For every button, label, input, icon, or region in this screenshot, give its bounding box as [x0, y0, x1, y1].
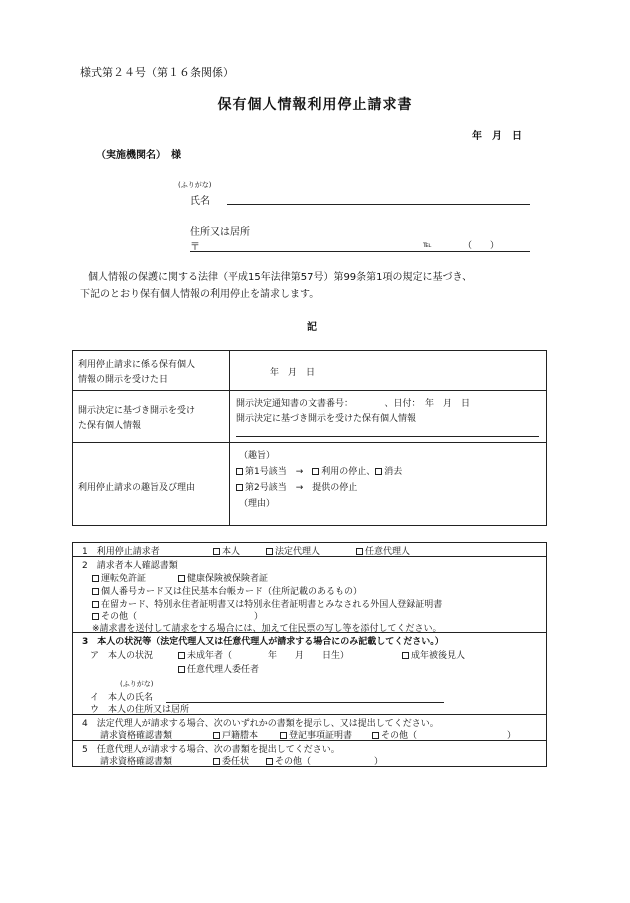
option-mynumber-card[interactable]: 個人番号カード又は住民基本台帳カード（住所記載のあるもの） — [92, 584, 362, 597]
id-documents-label: 2 請求者本人確認書類 — [82, 561, 178, 571]
disclosure-date-label-2: 情報の開示を受けた日 — [78, 375, 169, 385]
checkbox[interactable] — [92, 588, 99, 595]
checkbox[interactable] — [372, 732, 379, 739]
checkbox[interactable] — [213, 758, 220, 765]
name-underline — [227, 204, 530, 205]
option-article2[interactable]: 第2号該当 → 提供の停止 — [236, 480, 357, 493]
tel-label: ℡ — [423, 240, 432, 249]
checkbox[interactable] — [236, 468, 243, 475]
option-article1[interactable]: 第1号該当 → 利用の停止、 消去 — [236, 464, 402, 477]
checkbox[interactable] — [213, 732, 220, 739]
principal-name-label: イ 本人の氏名 — [90, 693, 154, 703]
option-legal-agent[interactable]: 法定代理人 — [266, 544, 320, 557]
disclosed-info-underline — [236, 436, 539, 437]
notice-document-number: 開示決定通知書の文書番号： 、日付： 年 月 日 — [236, 399, 471, 409]
checkbox[interactable] — [92, 601, 99, 608]
checkbox[interactable] — [266, 548, 273, 555]
option-minor[interactable]: 未成年者（ 年 月 日生） — [178, 648, 349, 661]
option-power-of-attorney[interactable]: 委任状 — [213, 754, 249, 767]
checkbox[interactable] — [178, 575, 185, 582]
disclosed-info-label-1: 開示決定に基づき開示を受け — [78, 406, 196, 416]
furigana-label: (ふりがな) — [178, 181, 212, 189]
table1-divider — [229, 350, 230, 526]
requester-type-label: 1 利用停止請求者 — [82, 547, 160, 557]
option-adult-ward[interactable]: 成年被後見人 — [402, 648, 465, 661]
disclosed-info-value: 開示決定に基づき開示を受けた保有個人情報 — [236, 414, 417, 424]
option-self[interactable]: 本人 — [213, 544, 240, 557]
checkbox[interactable] — [236, 484, 243, 491]
checkbox[interactable] — [375, 468, 382, 475]
principal-name-underline — [166, 702, 444, 703]
form-number: 様式第２４号（第１６条関係） — [80, 66, 234, 79]
checkbox[interactable] — [92, 613, 99, 620]
checkbox[interactable] — [213, 548, 220, 555]
intro-line2: 下記のとおり保有個人情報の利用停止を請求します。 — [80, 289, 320, 300]
checkbox[interactable] — [356, 548, 363, 555]
option-other-voluntary-doc[interactable]: その他（ ） — [266, 754, 383, 767]
agency-name: （実施機関名） 様 — [96, 150, 181, 161]
checkbox[interactable] — [312, 468, 319, 475]
address-underline — [190, 251, 530, 252]
option-drivers-license[interactable]: 運転免許証 — [92, 571, 146, 584]
principal-status-heading: 3 本人の状況等（法定代理人又は任意代理人が請求する場合にのみ記載してください。） — [82, 637, 444, 647]
principal-status-label: ア 本人の状況 — [90, 651, 154, 661]
date-line: 年 月 日 — [472, 131, 522, 142]
tel-paren: （ ） — [463, 241, 500, 251]
principal-furigana-label: (ふりがな) — [120, 680, 154, 688]
reason-label: （理由） — [239, 499, 276, 509]
table1-row2-border — [72, 442, 547, 443]
name-label: 氏名 — [190, 196, 210, 207]
option-residence-card[interactable]: 在留カード、特別永住者証明書又は特別永住者証明書とみなされる外国人登録証明書 — [92, 597, 442, 610]
checkbox[interactable] — [178, 666, 185, 673]
address-label: 住所又は居所 — [190, 227, 250, 238]
option-other-id[interactable]: その他（ ） — [92, 609, 263, 622]
disclosed-info-label-2: た保有個人情報 — [78, 421, 142, 431]
intro-line1: 個人情報の保護に関する法律（平成15年法律第57号）第99条第1項の規定に基づき、 — [88, 272, 473, 283]
voluntary-agent-docs-heading: 5 任意代理人が請求する場合、次の書類を提出してください。 — [82, 745, 340, 755]
principal-address-label: ウ 本人の住所又は居所 — [90, 705, 190, 715]
legal-agent-docs-label: 請求資格確認書類 — [100, 731, 173, 741]
legal-agent-docs-heading: 4 法定代理人が請求する場合、次のいずれかの書類を提示し、又は提出してください。 — [82, 719, 439, 729]
ki-label: 記 — [307, 322, 317, 333]
option-registry-certificate[interactable]: 登記事項証明書 — [280, 728, 352, 741]
checkbox[interactable] — [178, 652, 185, 659]
table1-row1-border — [72, 390, 547, 391]
voluntary-agent-docs-label: 請求資格確認書類 — [100, 757, 173, 767]
page-title: 保有個人情報利用停止請求書 — [217, 97, 413, 113]
purpose-label: （趣旨） — [239, 451, 276, 461]
purpose-reason-label: 利用停止請求の趣旨及び理由 — [78, 483, 196, 493]
checkbox[interactable] — [266, 758, 273, 765]
residence-note: ※請求書を送付して請求をする場合には、加えて住民票の写し等を添付してください。 — [92, 624, 442, 634]
checkbox[interactable] — [280, 732, 287, 739]
option-other-legal-doc[interactable]: その他（ ） — [372, 728, 516, 741]
option-voluntary-agent[interactable]: 任意代理人 — [356, 544, 410, 557]
option-family-register[interactable]: 戸籍謄本 — [213, 728, 258, 741]
option-health-insurance[interactable]: 健康保険被保険者証 — [178, 571, 268, 584]
checkbox[interactable] — [92, 575, 99, 582]
option-voluntary-principal[interactable]: 任意代理人委任者 — [178, 662, 259, 675]
checkbox[interactable] — [402, 652, 409, 659]
disclosure-date-value: 年 月 日 — [270, 368, 316, 378]
disclosure-date-label-1: 利用停止請求に係る保有個人 — [78, 360, 196, 370]
postal-mark: 〒 — [190, 242, 200, 253]
